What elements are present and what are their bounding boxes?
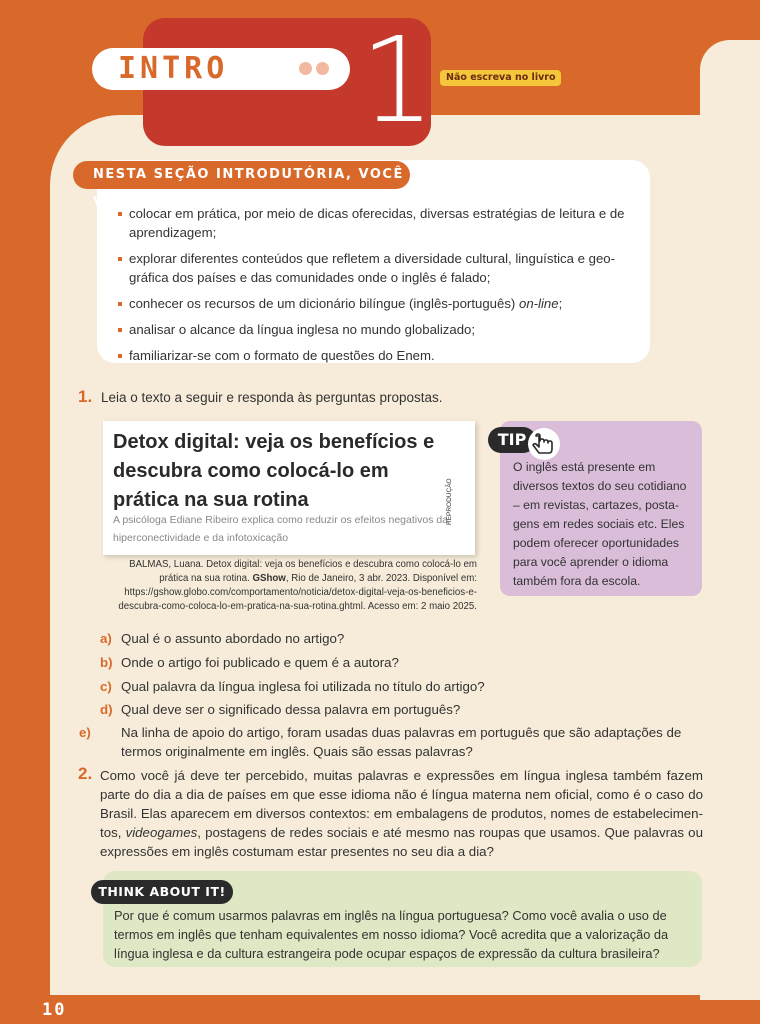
think-about-it-text: Por que é comum usarmos palavras em inglês na língua portuguesa? Como você avalia o uso de termos em inglês que tenham equivalentes em nosso idioma? Você acredita que a valorização da língua inglesa e da cultura estrangeira pode ocupar espaços de expressão da cultura brasileira? [114,908,669,961]
sub-question-text: Onde o artigo foi publicado e quem é a autora? [121,655,399,670]
sub-question-text: Qual palavra da língua inglesa foi utilizada no título do artigo? [121,679,485,694]
sub-question-letter: d) [100,702,113,717]
sub-question-b [100,653,399,672]
pointing-hand-icon [527,427,561,461]
goals-heading: NESTA SEÇÃO INTRODUTÓRIA, VOCÊ VAI... [73,161,410,189]
goal-item-text: conhecer os recursos de um dicionário bilíngue (inglês-português) on-line; [129,296,563,311]
chapter-number: 1 [360,11,436,149]
goals-list [118,204,643,372]
reproduction-credit: REPRODUÇÃO [446,478,453,525]
goal-item: familiarizar-se com o formato de questões do Enem. [118,346,643,365]
article-citation: BALMAS, Luana. Detox digital: veja os benefícios e descubra como colocá-lo em prática na sua rotina. GShow, Rio de Janeiro, 3 abr. 2023. Disponível em: https://gshow.globo.com/comportamento/noticia/detox-digital-veja-os-beneficios-e-descubra-como-coloca-lo-em-pratica-na-sua-rotina.ghtml. Acesso em: 2 maio 2025. [118,559,477,612]
question-2-number: 2. [78,764,93,783]
sub-question-a [100,629,344,648]
question-2-text: Como você já deve ter percebido, muitas palavras e expressões em língua inglesa também fazem parte do dia a dia de países em que esse idioma não é língua materna nem oficial, como é o caso do Brasil. Elas aparecem em diversos contextos: em embalagens de produtos, nomes de estabelecimentos, videogames, postagens de redes sociais e até mesmo nas roupas que usamos. Que palavras ou expressões em inglês costumam estar presentes no seu dia a dia? [100,768,703,859]
tip-label: TIP [488,427,536,453]
article-title: Detox digital: veja os benefícios e descubra como colocá-lo em prática na sua rotina [113,431,435,511]
dot-1 [282,62,295,75]
sub-question-text: Qual deve ser o significado dessa palavra em português? [121,702,461,717]
goal-item: explorar diferentes conteúdos que refletem a diversidade cultural, linguística e geográfica dos países e das comunidades onde o inglês é falado; [118,249,643,287]
section-label: INTRO [118,51,229,86]
sub-question-letter: a) [100,631,112,646]
question-1-text: Leia o texto a seguir e responda às perguntas propostas. [101,390,443,405]
sub-question-text: Na linha de apoio do artigo, foram usadas duas palavras em português que são adaptações de termos originalmente em inglês. Quais são essas palavras? [121,725,682,759]
sub-question-letter: e) [79,725,91,740]
think-about-it-label: THINK ABOUT IT! [91,880,233,904]
goal-item [118,294,643,313]
goal-item: colocar em prática, por meio de dicas oferecidas, diversas estratégias de leitura e de aprendizagem; [118,204,643,242]
sub-question-d [100,700,460,719]
tip-text: O inglês está presente em diversos textos do seu cotidiano – em revistas, cartazes, postagens em redes sociais etc. Eles podem oferecer oportunidades para você aprender o idioma também fora da escola. [513,460,687,588]
sub-question-text: Qual é o assunto abordado no artigo? [121,631,345,646]
dot-3 [316,62,329,75]
dot-2 [299,62,312,75]
do-not-write-tag: Não escreva no livro [440,70,561,86]
sub-question-letter: b) [100,655,113,670]
article-subtitle: A psicóloga Ediane Ribeiro explica como reduzir os efeitos negativos da hiperconectividade e da infotoxicação [113,514,449,544]
sub-question-c [100,677,485,696]
question-1-number: 1. [78,387,93,406]
page-number: 10 [42,1000,67,1020]
sub-question-letter: c) [100,679,112,694]
sub-question-e [79,723,710,761]
decorative-dots [282,62,329,75]
goal-item: analisar o alcance da língua inglesa no mundo globalizado; [118,320,643,339]
